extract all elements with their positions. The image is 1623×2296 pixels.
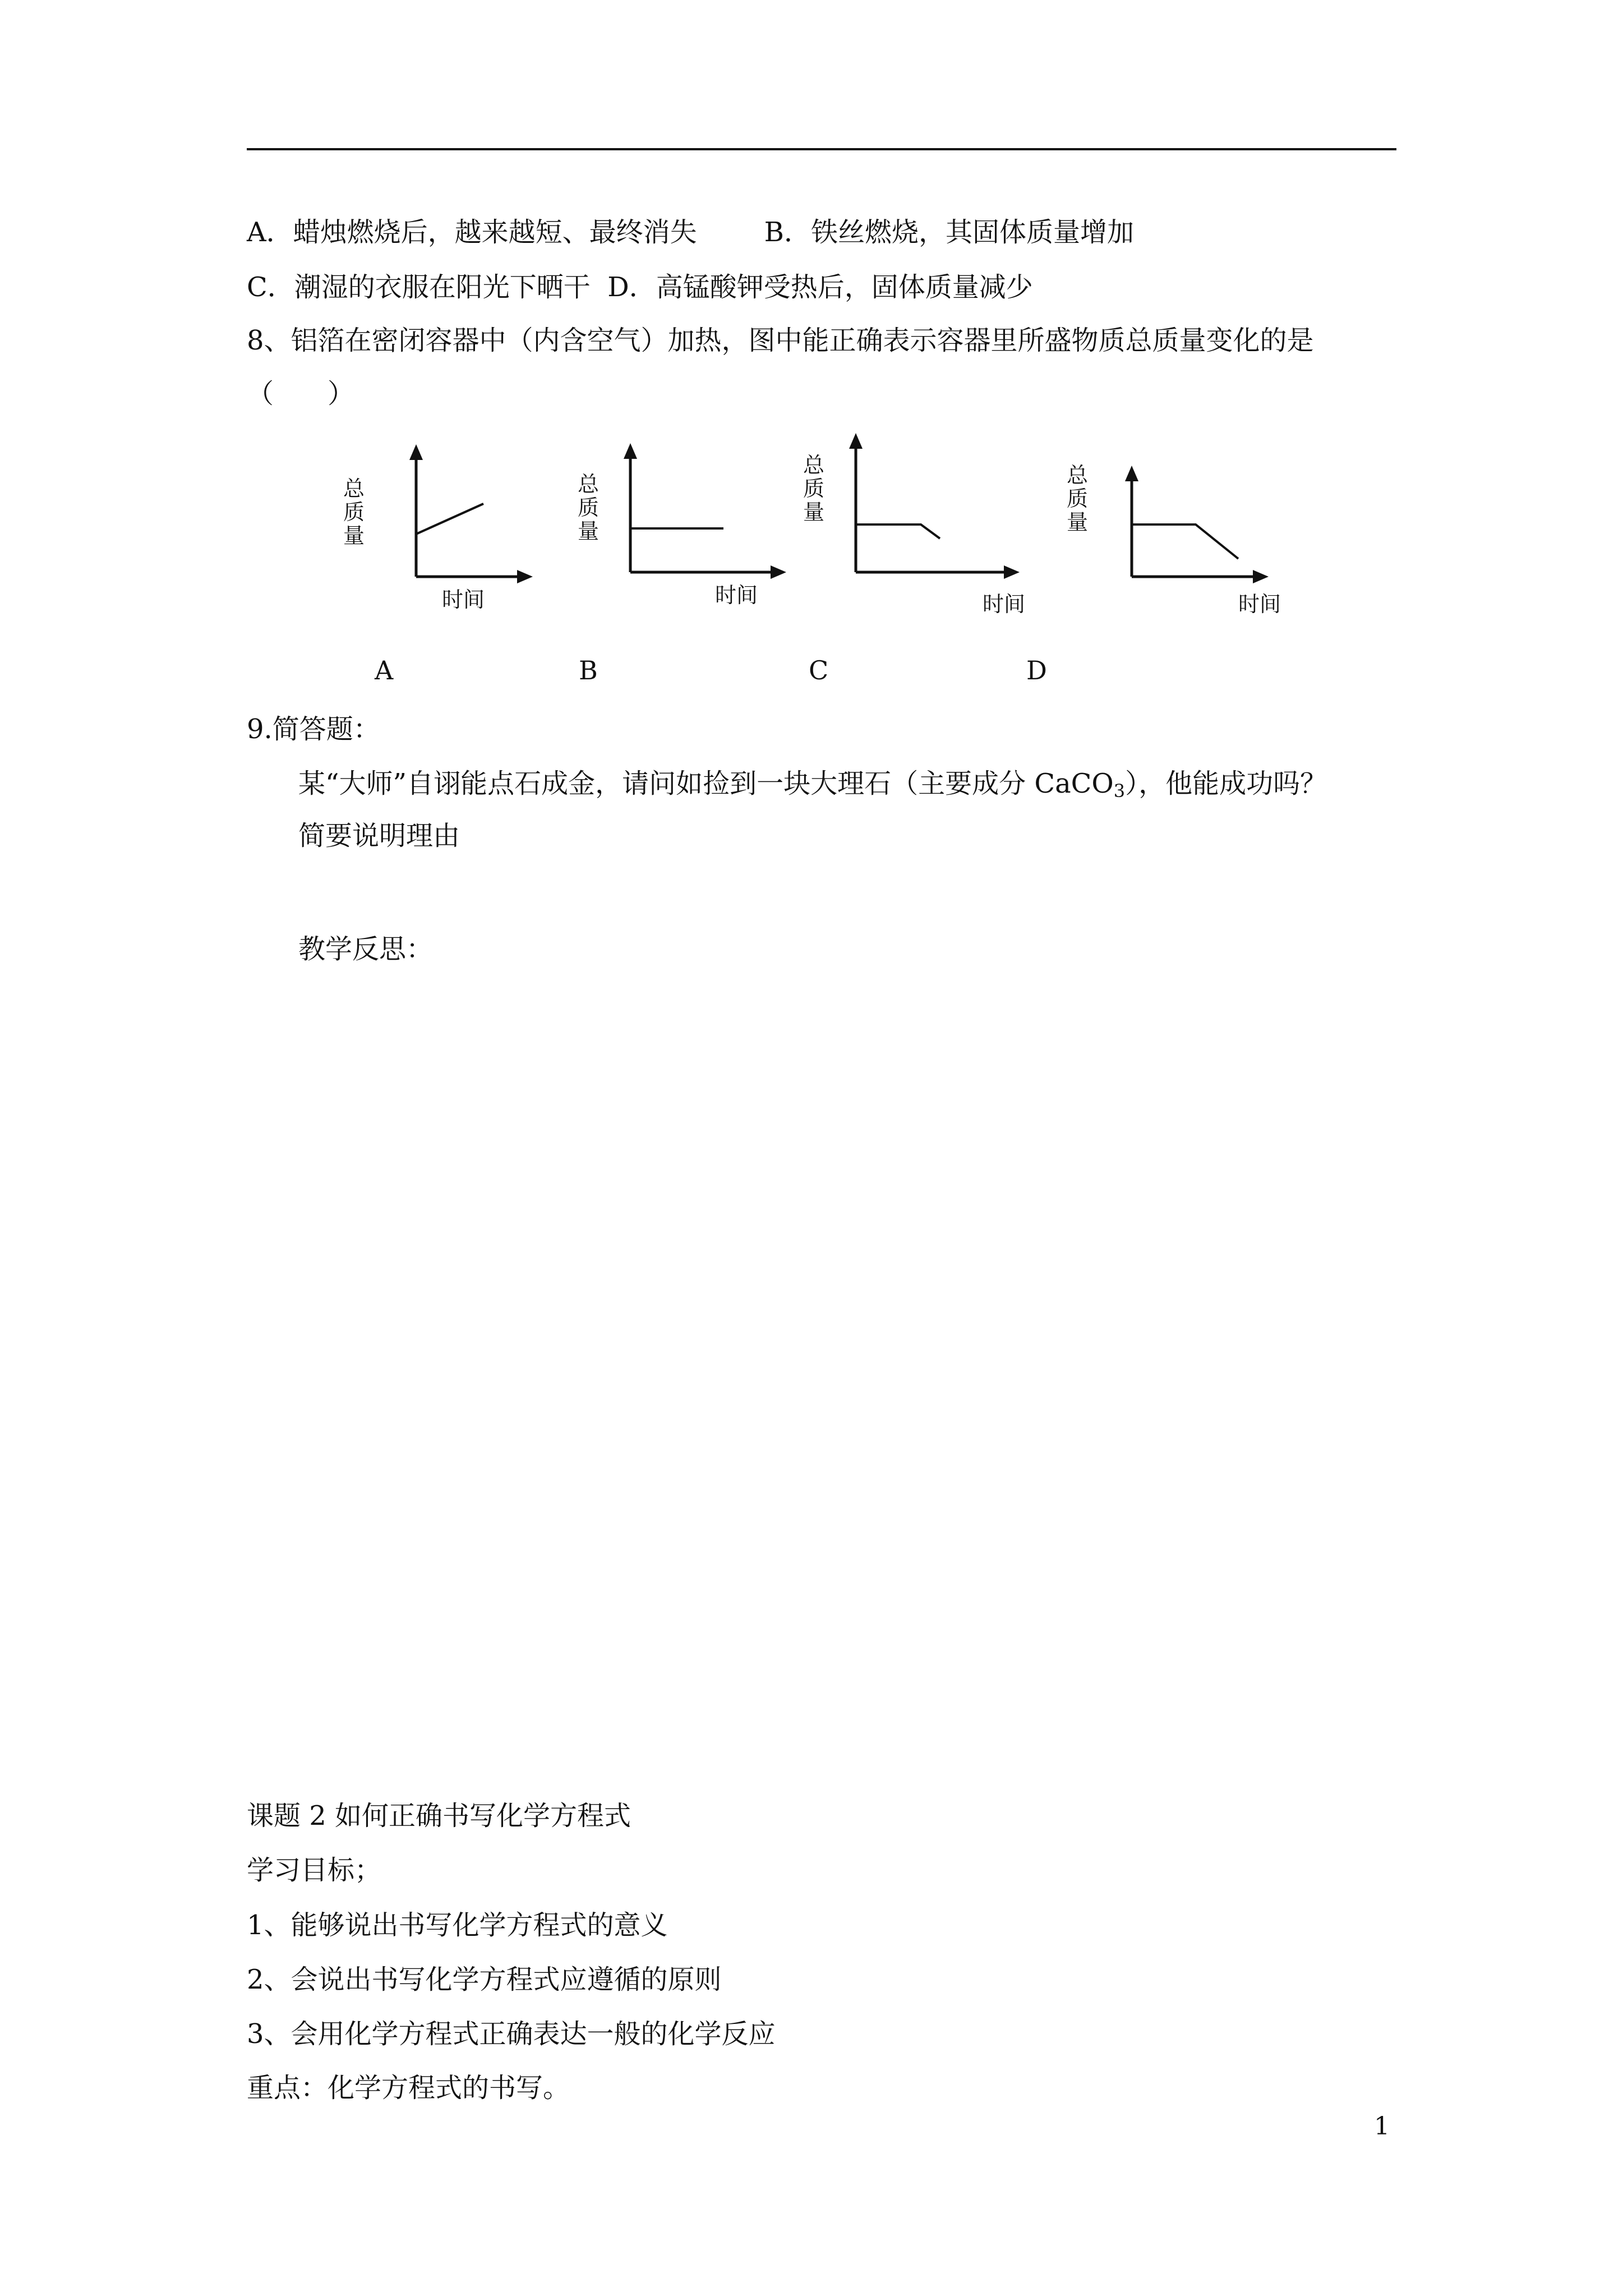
graph-b-plot (572, 432, 808, 634)
q7-option-d: D．高锰酸钾受热后，固体质量减少 (607, 272, 1033, 303)
q7-option-b: B．铁丝燃烧，其固体质量增加 (764, 217, 1134, 248)
graph-d-y-arrow (1125, 466, 1138, 481)
graph-a (336, 432, 572, 634)
q8-stem: 8、铝箔在密闭容器中（内含空气）加热，图中能正确表示容器里所盛物质总质量变化的是 (247, 325, 1314, 356)
focus-point: 重点：化学方程式的书写。 (247, 2072, 570, 2104)
reflection-heading: 教学反思： (298, 933, 434, 965)
graph-a-option-label: A (375, 655, 394, 685)
q8-blank: （ ） (247, 378, 355, 409)
graph-d (1066, 432, 1301, 634)
graph-b (572, 432, 808, 634)
q9-title: 9.简答题： (247, 714, 380, 745)
q7-options-row-1 (247, 214, 1134, 250)
header-rule (247, 148, 1396, 150)
graph-a-y-arrow (409, 444, 423, 460)
graph-c-x-arrow (1004, 565, 1020, 579)
graph-b-option-label: B (579, 655, 598, 685)
graph-d-xlabel: 时间 (1238, 592, 1281, 616)
page-number: 1 (1374, 2112, 1390, 2141)
graph-c (802, 432, 1038, 634)
q7-option-c: C．潮湿的衣服在阳光下晒干 (247, 272, 591, 303)
graph-d-option-label: D (1026, 655, 1047, 685)
graph-a-series-line (416, 504, 483, 534)
q9-body-post: ），他能成功吗？ (1125, 768, 1327, 799)
graph-d-x-arrow (1253, 570, 1269, 583)
q9-body-line-2: 简要说明理由 (298, 820, 460, 852)
graph-a-xlabel: 时间 (442, 587, 485, 612)
q9-body (298, 766, 1327, 809)
graph-c-ylabel: 总质量 (803, 453, 824, 524)
graph-c-xlabel: 时间 (983, 592, 1026, 616)
graph-b-x-arrow (771, 565, 786, 579)
graph-b-y-arrow (624, 443, 637, 459)
graph-d-series-line (1132, 524, 1238, 559)
graph-d-ylabel: 总质量 (1066, 463, 1088, 535)
goal-item: 3、会用化学方程式正确表达一般的化学反应 (247, 2018, 776, 2050)
graph-a-x-arrow (517, 570, 533, 583)
q9-body-subscript: 3 (1113, 780, 1126, 802)
q7-options-row-2 (247, 269, 1033, 305)
goals-heading: 学习目标； (247, 1855, 382, 1886)
goal-item: 2、会说出书写化学方程式应遵循的原则 (247, 1964, 722, 1995)
graph-c-option-label: C (809, 655, 829, 685)
graph-b-ylabel: 总质量 (577, 472, 599, 544)
graph-b-xlabel: 时间 (715, 583, 758, 608)
q9-body-pre: 某“大师”自诩能点石成金，请问如捡到一块大理石（主要成分 CaCO (298, 768, 1114, 799)
goal-item: 1、能够说出书写化学方程式的意义 (247, 1910, 668, 1941)
graph-a-ylabel: 总质量 (343, 476, 365, 548)
q7-option-a: A．蜡烛燃烧后，越来越短、最终消失 (247, 217, 697, 248)
graph-c-series-line (856, 524, 940, 539)
lesson-title: 课题 2 如何正确书写化学方程式 (247, 1800, 631, 1832)
graph-c-y-arrow (849, 433, 863, 449)
